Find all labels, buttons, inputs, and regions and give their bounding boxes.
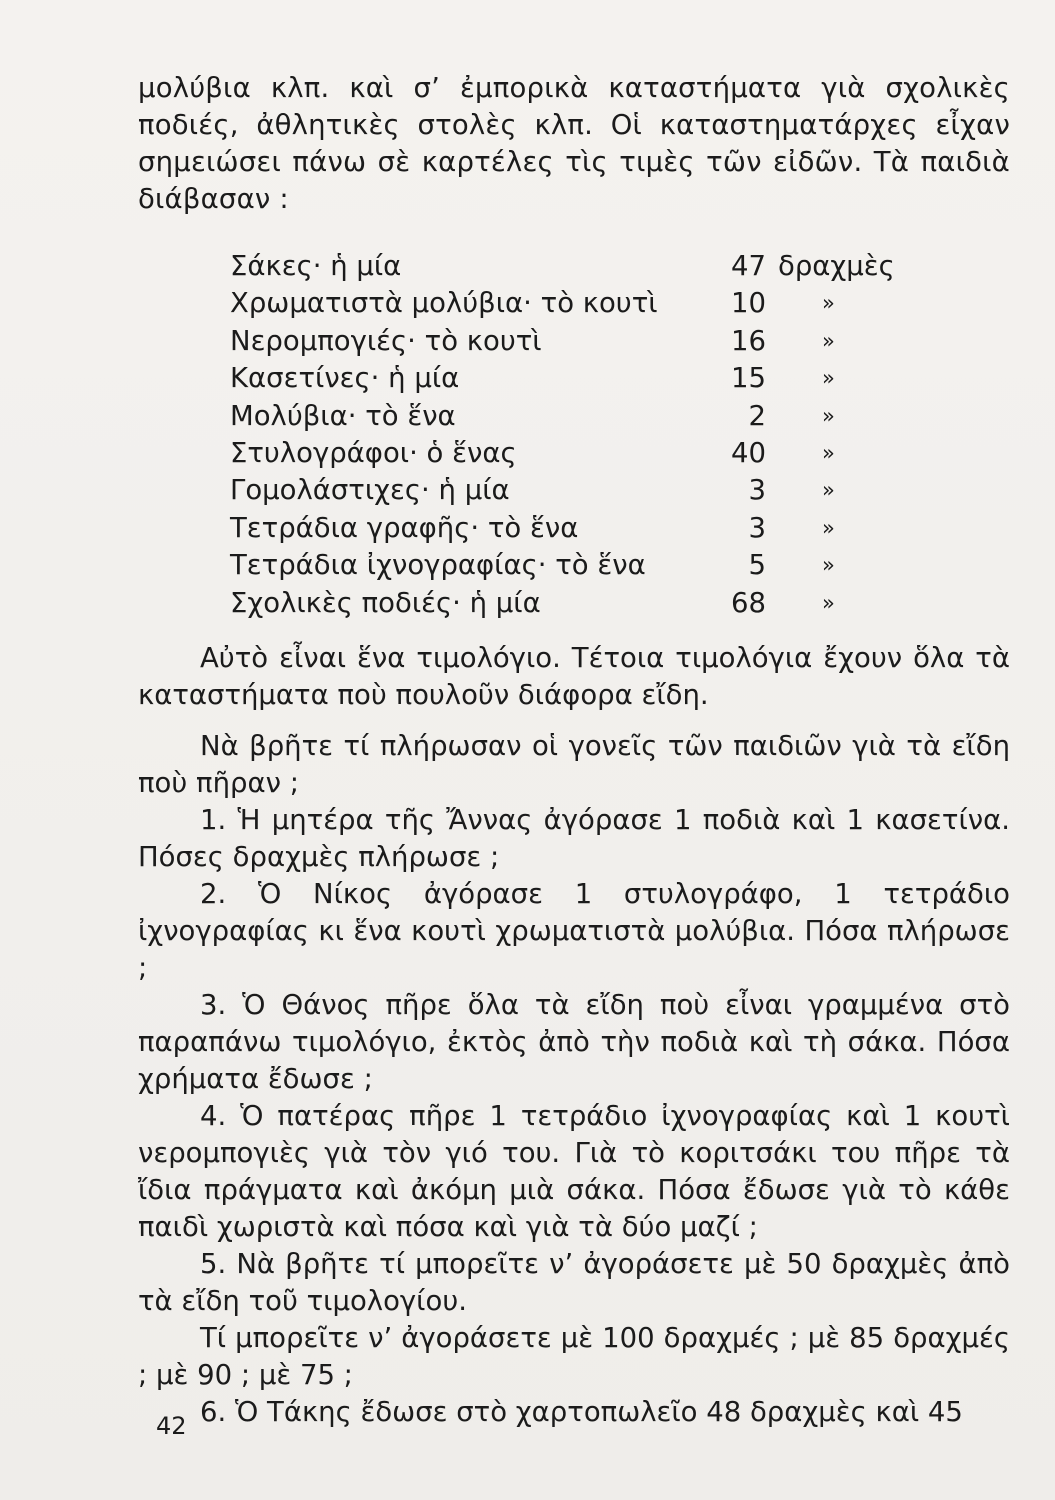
exercise-item: 2. Ὁ Νίκος ἀγόρασε 1 στυλογράφο, 1 τετράδιο ἰχνογραφίας κι ἕνα κουτὶ χρωματιστὰ μολύβια. Πόσα πλήρωσε ; <box>138 878 1010 984</box>
price-item-label: Χρωματιστὰ μολύβια· τὸ κουτὶ <box>230 287 658 320</box>
price-row <box>230 285 870 322</box>
price-value: 16 <box>731 324 766 357</box>
price-value: 15 <box>731 362 766 395</box>
price-item-label: Σάκες· ἡ μία <box>230 250 402 282</box>
price-value: 10 <box>731 287 766 320</box>
exercise-item: 5. Νὰ βρῆτε τί μπορεῖτε ν’ ἀγοράσετε μὲ 50 δραχμὲς ἀπὸ τὰ εἴδη τοῦ τιμολογίου. <box>138 1248 1010 1317</box>
price-row <box>230 547 870 584</box>
price-row <box>230 435 870 472</box>
price-value: 47 <box>731 250 766 282</box>
exercise-item: 3. Ὁ Θάνος πῆρε ὅλα τὰ εἴδη ποὺ εἶναι γραμμένα στὸ παραπάνω τιμολόγιο, ἐκτὸς ἀπὸ τὴν ποδιὰ καὶ τὴ σάκα. Πόσα χρήματα ἔδωσε ; <box>138 989 1010 1095</box>
price-row <box>230 398 870 435</box>
ditto-mark: » <box>822 328 835 353</box>
price-row <box>230 360 870 397</box>
exercise-block <box>138 640 1010 1431</box>
price-item-label: Γομολάστιχες· ἡ μία <box>230 474 510 507</box>
ditto-mark: » <box>822 478 835 503</box>
price-item-label: Κασετίνες· ἡ μία <box>230 362 460 395</box>
price-value: 68 <box>731 586 766 619</box>
price-item-label: Νερομπογιές· τὸ κουτὶ <box>230 324 542 357</box>
ditto-mark: » <box>822 590 835 615</box>
price-value: 40 <box>731 436 766 469</box>
price-unit: δραχμὲς <box>778 250 895 282</box>
price-item-label: Τετράδια ἰχνογραφίας· τὸ ἕνα <box>230 549 646 582</box>
price-value: 2 <box>748 399 766 432</box>
ditto-mark: » <box>822 366 835 391</box>
price-row <box>230 585 870 622</box>
price-item-label: Στυλογράφοι· ὁ ἕνας <box>230 436 517 469</box>
ditto-mark: » <box>822 403 835 428</box>
price-row <box>230 510 870 547</box>
intro-paragraph: μολύβια κλπ. καὶ σ’ ἐμπορικὰ καταστήματα γιὰ σχολικὲς ποδιές, ἀθλητικὲς στολὲς κλπ. Οἱ καταστηματάρχες εἶχαν σημειώσει πάνω σὲ καρτέλες τὶς τιμὲς τῶν εἰδῶν. Τὰ παιδιὰ διάβασαν : <box>138 72 1010 215</box>
exercise-item: 4. Ὁ πατέρας πῆρε 1 τετράδιο ἰχνογραφίας καὶ 1 κουτὶ νερομπογιὲς γιὰ τὸν γιό του. Γιὰ τὸ κοριτσάκι του πῆρε τὰ ἴδια πράγματα καὶ ἀκόμη μιὰ σάκα. Πόσα ἔδωσε γιὰ τὸ κάθε παιδὶ χωριστὰ καὶ πόσα καὶ γιὰ τὰ δύο μαζί ; <box>138 1100 1010 1243</box>
exercise-item: 6. Ὁ Τάκης ἔδωσε στὸ χαρτοπωλεῖο 48 δραχμὲς καὶ 45 <box>200 1396 963 1428</box>
ditto-mark: » <box>822 515 835 540</box>
paragraph: Νὰ βρῆτε τί πλήρωσαν οἱ γονεῖς τῶν παιδιῶν γιὰ τὰ εἴδη ποὺ πῆραν ; <box>138 730 1010 799</box>
price-row <box>230 323 870 360</box>
price-item-label: Μολύβια· τὸ ἕνα <box>230 399 456 432</box>
price-value: 5 <box>748 549 766 582</box>
price-row <box>230 248 895 285</box>
paragraph: Αὐτὸ εἶναι ἕνα τιμολόγιο. Τέτοια τιμολόγια ἔχουν ὅλα τὰ καταστήματα ποὺ πουλοῦν διάφορα εἴδη. <box>138 642 1010 711</box>
price-item-label: Σχολικὲς ποδιές· ἡ μία <box>230 586 541 619</box>
price-row <box>230 472 870 509</box>
price-item-label: Τετράδια γραφῆς· τὸ ἕνα <box>230 511 579 544</box>
exercise-item: 1. Ἡ μητέρα τῆς Ἄννας ἀγόρασε 1 ποδιὰ καὶ 1 κασετίνα. Πόσες δραχμὲς πλήρωσε ; <box>138 804 1010 873</box>
intro-block <box>138 70 1010 218</box>
ditto-mark: » <box>822 553 835 578</box>
exercise-item: Τί μπορεῖτε ν’ ἀγοράσετε μὲ 100 δραχμές ; μὲ 85 δραχμές ; μὲ 90 ; μὲ 75 ; <box>138 1322 1010 1391</box>
price-list <box>230 248 895 622</box>
price-value: 3 <box>748 474 766 507</box>
page-number: 42 <box>156 1412 187 1440</box>
ditto-mark: » <box>822 440 835 465</box>
price-value: 3 <box>748 511 766 544</box>
ditto-mark: » <box>822 291 835 316</box>
